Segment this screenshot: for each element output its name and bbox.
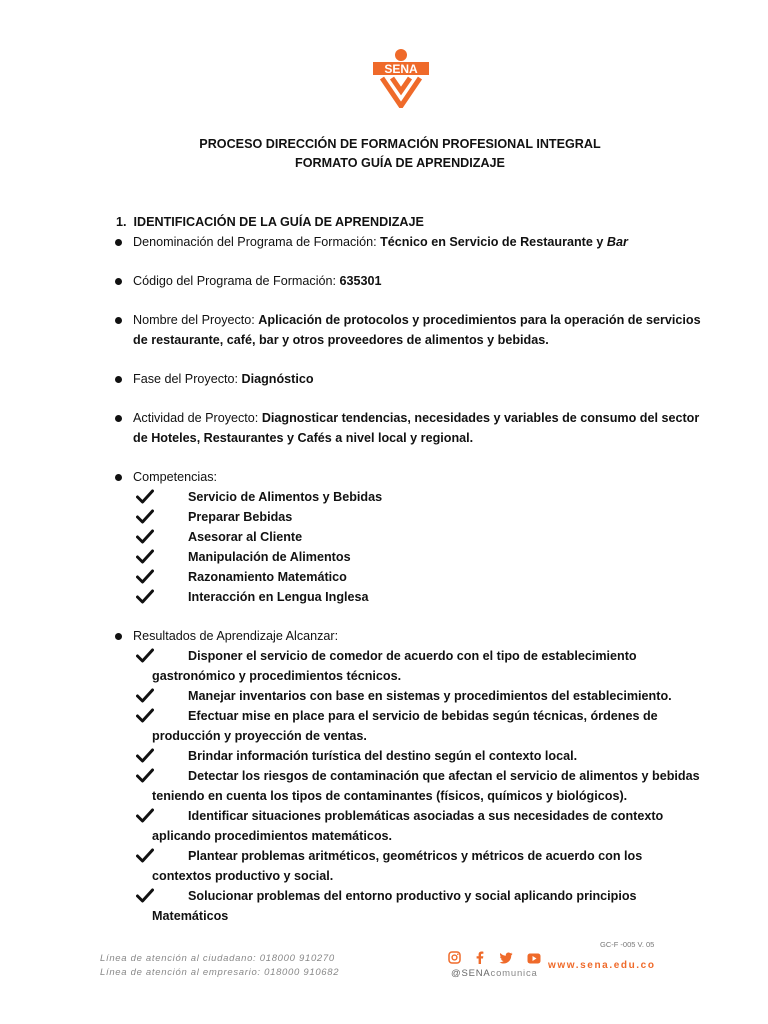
field-actividad: Actividad de Proyecto: Diagnosticar tendencias, necesidades y variables de consumo del sector de Hoteles, Restaurantes y Cafés a nivel local y regional.	[112, 408, 702, 448]
competencias-label: Competencias:	[112, 467, 702, 487]
field-codigo: Código del Programa de Formación: 635301	[112, 271, 702, 291]
field-programa: Denominación del Programa de Formación: Técnico en Servicio de Restaurante y Bar	[112, 232, 702, 252]
check-icon	[136, 768, 154, 783]
document-subtitle: FORMATO GUÍA DE APRENDIZAJE	[295, 156, 505, 170]
resultados-label: Resultados de Aprendizaje Alcanzar:	[112, 626, 702, 646]
check-icon	[136, 529, 154, 544]
citizen-line: Línea de atención al ciudadano: 018000 910270	[100, 953, 335, 964]
instagram-icon[interactable]	[448, 951, 461, 964]
resultado-item: Plantear problemas aritméticos, geométricos y métricos de acuerdo con los contextos productivo y social.	[112, 846, 702, 886]
resultado-item: Detectar los riesgos de contaminación que afectan el servicio de alimentos y bebidas teniendo en cuenta los tipos de contaminantes (físicos, químicos y biológicos).	[112, 766, 702, 806]
svg-text:SENA: SENA	[384, 62, 418, 76]
business-line: Línea de atención al empresario: 018000 910682	[100, 967, 340, 978]
resultado-item: Identificar situaciones problemáticas asociadas a sus necesidades de contexto aplicando procedimientos matemáticos.	[112, 806, 702, 846]
resultado-item: Manejar inventarios con base en sistemas y procedimientos del establecimiento.	[112, 686, 702, 706]
competencia-item: Interacción en Lengua Inglesa	[112, 587, 702, 607]
competencia-item: Razonamiento Matemático	[112, 567, 702, 587]
check-icon	[136, 688, 154, 703]
resultado-item: Brindar información turística del destino según el contexto local.	[112, 746, 702, 766]
resultado-item: Solucionar problemas del entorno productivo y social aplicando principios Matemáticos	[112, 886, 702, 926]
section-heading: 1. IDENTIFICACIÓN DE LA GUÍA DE APRENDIZAJE	[116, 215, 424, 229]
check-icon	[136, 569, 154, 584]
facebook-icon[interactable]	[475, 951, 484, 964]
form-code: GC-F -005 V. 05	[600, 940, 655, 949]
check-icon	[136, 808, 154, 823]
guide-content	[112, 212, 702, 926]
sena-logo	[372, 48, 430, 108]
social-handle: @SENAcomunica	[451, 968, 538, 979]
competencia-item: Asesorar al Cliente	[112, 527, 702, 547]
check-icon	[136, 489, 154, 504]
check-icon	[136, 549, 154, 564]
check-icon	[136, 708, 154, 723]
youtube-icon[interactable]	[527, 953, 541, 964]
resultado-item: Efectuar mise en place para el servicio de bebidas según técnicas, órdenes de producción y proyección de ventas.	[112, 706, 702, 746]
contact-lines	[100, 952, 339, 980]
field-proyecto: Nombre del Proyecto: Aplicación de protocolos y procedimientos para la operación de servicios de restaurante, café, bar y otros proveedores de alimentos y bebidas.	[112, 310, 702, 350]
competencias-list	[112, 487, 702, 607]
field-fase: Fase del Proyecto: Diagnóstico	[112, 369, 702, 389]
website-link[interactable]: www.sena.edu.co	[548, 960, 656, 971]
competencia-item: Servicio de Alimentos y Bebidas	[112, 487, 702, 507]
check-icon	[136, 748, 154, 763]
resultados-list	[112, 646, 702, 926]
check-icon	[136, 589, 154, 604]
check-icon	[136, 648, 154, 663]
social-icons	[448, 951, 551, 969]
competencia-item: Preparar Bebidas	[112, 507, 702, 527]
twitter-icon[interactable]	[499, 952, 513, 964]
document-title: PROCESO DIRECCIÓN DE FORMACIÓN PROFESIONAL INTEGRAL	[199, 137, 601, 151]
check-icon	[136, 848, 154, 863]
check-icon	[136, 888, 154, 903]
competencia-item: Manipulación de Alimentos	[112, 547, 702, 567]
resultado-item: Disponer el servicio de comedor de acuerdo con el tipo de establecimiento gastronómico y procedimientos técnicos.	[112, 646, 702, 686]
check-icon	[136, 509, 154, 524]
